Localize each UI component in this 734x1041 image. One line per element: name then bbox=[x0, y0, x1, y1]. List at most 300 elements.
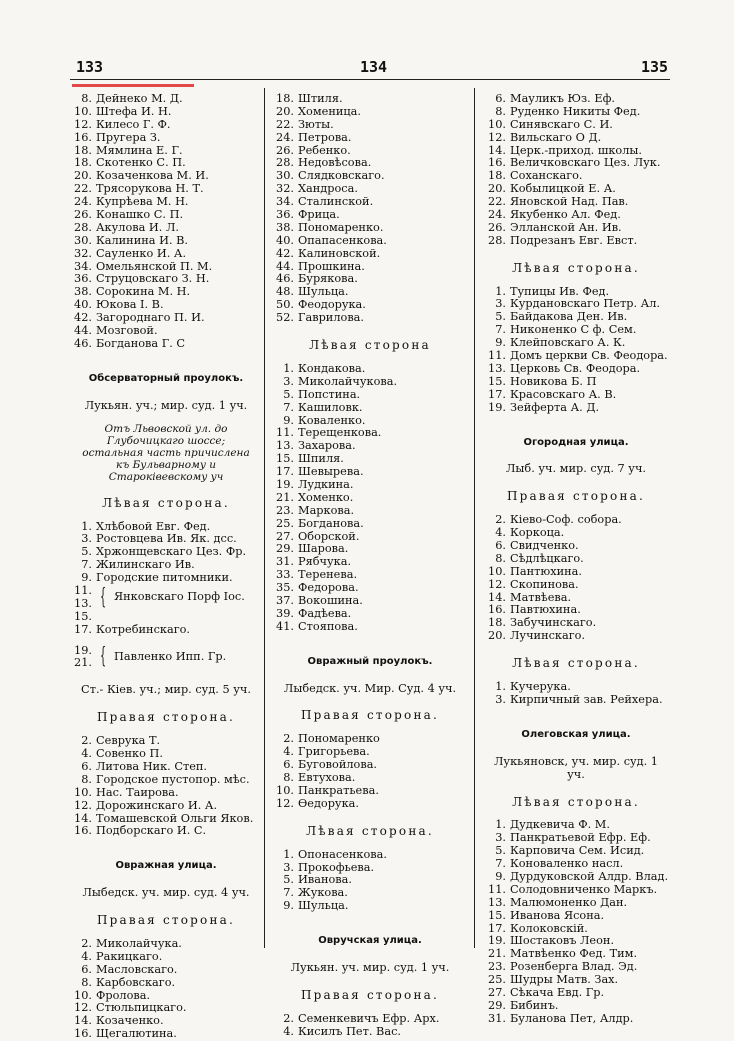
list-item bbox=[484, 681, 668, 694]
street-heading: Огородная улица. bbox=[523, 436, 629, 448]
entry-name: Янковскаго Порф Іос. bbox=[114, 591, 245, 604]
entry-number: 7. bbox=[495, 857, 506, 871]
list-item bbox=[70, 157, 262, 170]
list-item bbox=[484, 694, 668, 707]
entry-number: 11. bbox=[488, 349, 506, 363]
entry-name: Мозговой. bbox=[96, 325, 158, 338]
street-heading: Олеговская улица. bbox=[521, 728, 631, 740]
entry-name: Коркоца. bbox=[510, 527, 565, 540]
list-item bbox=[272, 582, 468, 595]
entry-number: 2. bbox=[81, 734, 92, 748]
entry-number: 30. bbox=[276, 169, 294, 183]
side-heading: Правая сторона. bbox=[300, 987, 440, 1002]
entry-number: 10. bbox=[488, 117, 506, 131]
entry-number: 14. bbox=[488, 143, 506, 157]
entry-number: 21. bbox=[276, 490, 294, 504]
entry-list bbox=[272, 733, 468, 810]
entry-list bbox=[484, 819, 668, 1025]
entry-name: Сорокина М. Н. bbox=[96, 286, 191, 299]
entry-name: Фадѣева. bbox=[298, 607, 352, 620]
entry-number: 34. bbox=[276, 195, 294, 209]
side-heading: Лѣвая сторона. bbox=[512, 656, 640, 671]
list-item bbox=[484, 222, 668, 235]
list-item bbox=[272, 543, 468, 556]
street-note: Отъ Львовской ул. до Глубочицкаго шоссе; остальная часть причислена къ Бульварному и Староківевскому уч bbox=[82, 422, 250, 483]
entry-name: Килесо Г. Ф. bbox=[96, 118, 171, 131]
entry-name: Рябчука. bbox=[298, 556, 352, 569]
list-item bbox=[484, 553, 668, 566]
list-item bbox=[484, 1013, 668, 1026]
entry-number: 16. bbox=[74, 130, 92, 144]
entry-number: 17. bbox=[276, 465, 294, 479]
list-item bbox=[484, 845, 668, 858]
header-rule bbox=[70, 79, 670, 80]
entry-number: 10. bbox=[74, 104, 92, 118]
entry-name: Совенко П. bbox=[96, 748, 163, 761]
entry-number: 9. bbox=[283, 413, 294, 427]
entry-name: Пономаренко. bbox=[298, 221, 384, 234]
list-item bbox=[70, 533, 262, 546]
entry-name: Зюты. bbox=[298, 118, 334, 131]
entry-name: Красовскаго А. В. bbox=[510, 388, 617, 401]
entry-number: 36. bbox=[276, 208, 294, 222]
entry-number: 9. bbox=[81, 571, 92, 585]
entry-list bbox=[70, 93, 262, 351]
list-item bbox=[484, 592, 668, 605]
entry-name: Подрезанъ Евг. Евст. bbox=[510, 234, 638, 247]
entry-name: Ракицкаго. bbox=[96, 950, 163, 963]
entry-number: 2. bbox=[283, 732, 294, 746]
entry-name: Томашевской Ольги Яков. bbox=[96, 812, 254, 825]
list-item bbox=[70, 787, 262, 800]
entry-number: 6. bbox=[81, 759, 92, 773]
list-item bbox=[70, 546, 262, 559]
entry-number: 12. bbox=[488, 130, 506, 144]
entry-number: 33. bbox=[276, 568, 294, 582]
entry-name: Панкратьевой Ефр. Еф. bbox=[510, 832, 651, 845]
entry-number: 9. bbox=[283, 899, 294, 913]
list-item bbox=[272, 505, 468, 518]
entry-name: Солодовниченко Маркъ. bbox=[510, 883, 658, 896]
entry-name: Севрука Т. bbox=[96, 735, 161, 748]
entry-number: 18. bbox=[488, 616, 506, 630]
list-item bbox=[484, 884, 668, 897]
list-item bbox=[484, 170, 668, 183]
entry-name: Загороднаго П. И. bbox=[96, 312, 205, 325]
list-item bbox=[70, 170, 262, 183]
list-item bbox=[272, 119, 468, 132]
entry-number: 4. bbox=[495, 526, 506, 540]
entry-name: Дурдуковской Алдр. Влад. bbox=[510, 871, 668, 883]
entry-number: 28. bbox=[276, 156, 294, 170]
entry-name: Слядковскаго. bbox=[298, 170, 385, 183]
list-item bbox=[272, 427, 468, 440]
entry-name: Нас. Таирова. bbox=[96, 786, 179, 799]
entry-name: Карповича Сем. Исид. bbox=[510, 845, 645, 858]
entry-name: Новикова Б. П bbox=[510, 375, 597, 388]
entry-name: Жукова. bbox=[298, 887, 348, 900]
list-item bbox=[70, 273, 262, 286]
entry-name: Панкратьева. bbox=[298, 784, 379, 797]
entry-number: 17. bbox=[488, 387, 506, 401]
entry-number: 9. bbox=[495, 870, 506, 883]
list-item bbox=[70, 774, 262, 787]
list-item bbox=[484, 93, 668, 106]
entry-number: 8. bbox=[283, 771, 294, 785]
entry-number: 23. bbox=[488, 960, 506, 974]
list-item bbox=[484, 923, 668, 936]
entry-number: 50. bbox=[276, 298, 294, 312]
list-item bbox=[484, 935, 668, 948]
entry-name: Домъ церкви Св. Феодора. bbox=[510, 350, 668, 363]
list-item bbox=[70, 183, 262, 196]
list-item bbox=[484, 196, 668, 209]
entry-name: Калиновской. bbox=[298, 247, 381, 260]
entry-number: 37. bbox=[276, 593, 294, 607]
entry-number: 15. bbox=[488, 908, 506, 922]
list-item bbox=[484, 987, 668, 1000]
entry-number: 14. bbox=[74, 811, 92, 825]
list-item bbox=[70, 119, 262, 132]
list-item bbox=[484, 119, 668, 132]
list-item bbox=[484, 350, 668, 363]
entry-name: Шудры Матв. Зах. bbox=[510, 974, 619, 987]
list-item bbox=[272, 106, 468, 119]
list-item bbox=[70, 951, 262, 964]
entry-name: Клейповскаго А. К. bbox=[510, 337, 626, 350]
entry-name: Сѣкача Евд. Гр. bbox=[510, 987, 605, 1000]
entry-number: 8. bbox=[495, 104, 506, 118]
list-item bbox=[272, 874, 468, 887]
entry-number: 13. bbox=[488, 895, 506, 909]
entry-number: 2. bbox=[81, 937, 92, 951]
entry-name: Бурякова. bbox=[298, 273, 358, 286]
entry-name: Козаченкова М. И. bbox=[96, 170, 209, 183]
entry-number: 25. bbox=[488, 973, 506, 987]
entry-name: Лудкина. bbox=[298, 478, 354, 491]
list-item bbox=[70, 735, 262, 748]
list-item bbox=[484, 132, 668, 145]
list-item bbox=[484, 871, 668, 884]
entry-number: 28. bbox=[74, 220, 92, 234]
entry-number: 14. bbox=[74, 1014, 92, 1028]
entry-name: Зейферта А. Д. bbox=[510, 401, 600, 414]
entry-name: Элланской Ан. Ив. bbox=[510, 221, 622, 234]
entry-number: 29. bbox=[488, 998, 506, 1012]
entry-name: Забучинскаго. bbox=[510, 617, 597, 630]
entry-number: 24. bbox=[276, 130, 294, 144]
list-item bbox=[272, 746, 468, 759]
list-item bbox=[272, 222, 468, 235]
page-number-middle: 134 bbox=[360, 58, 388, 76]
list-item bbox=[484, 363, 668, 376]
entry-number: 38. bbox=[74, 285, 92, 299]
entry-name: Оборской. bbox=[298, 530, 360, 543]
entry-name: Яновской Над. Пав. bbox=[510, 196, 629, 209]
entry-number: 20. bbox=[488, 182, 506, 196]
list-item bbox=[70, 1028, 262, 1041]
entry-number: 4. bbox=[81, 747, 92, 761]
entry-name: Өедорука. bbox=[298, 797, 359, 810]
entry-number: 26. bbox=[488, 220, 506, 234]
list-item bbox=[272, 531, 468, 544]
entry-name: Богданова Г. С bbox=[96, 337, 186, 350]
column-divider-left bbox=[264, 88, 265, 948]
list-item bbox=[484, 961, 668, 974]
list-item bbox=[272, 518, 468, 531]
entry-number: 31. bbox=[276, 555, 294, 569]
district-info: Лукьян. уч. мир. суд. 1 уч. bbox=[290, 960, 450, 974]
entry-name: Дейнеко М. Д. bbox=[96, 93, 183, 105]
entry-number: 25. bbox=[276, 516, 294, 530]
list-item bbox=[484, 298, 668, 311]
list-item bbox=[70, 813, 262, 826]
list-item bbox=[70, 145, 262, 158]
entry-name: Церк.-приход. школы. bbox=[510, 144, 642, 157]
list-item bbox=[484, 324, 668, 337]
entry-number: 6. bbox=[495, 92, 506, 105]
list-item bbox=[70, 248, 262, 261]
list-item bbox=[272, 887, 468, 900]
list-item bbox=[484, 540, 668, 553]
entry-number: 2. bbox=[495, 513, 506, 527]
entry-name: Мямлина Е. Г. bbox=[96, 144, 183, 157]
entry-number: 1. bbox=[495, 284, 506, 298]
entry-number: 5. bbox=[283, 387, 294, 401]
entry-name: Свидченко. bbox=[510, 540, 579, 552]
entry-number: 3. bbox=[495, 692, 506, 706]
list-item bbox=[272, 93, 468, 106]
entry-number: 1. bbox=[283, 361, 294, 375]
list-item bbox=[70, 261, 262, 274]
entry-name: Котребинскаго. bbox=[96, 623, 191, 636]
entry-name: Дорожинскаго И. А. bbox=[96, 799, 218, 812]
list-item bbox=[484, 579, 668, 592]
entry-name: Шпиля. bbox=[298, 453, 344, 466]
entry-number: 48. bbox=[276, 285, 294, 299]
entry-name: Маркова. bbox=[298, 504, 355, 517]
brace-mark: { bbox=[99, 584, 107, 610]
list-item bbox=[484, 106, 668, 119]
list-item bbox=[484, 948, 668, 961]
entry-name: Лучинскаго. bbox=[510, 630, 586, 643]
entry-number: 8. bbox=[81, 772, 92, 786]
entry-number: 10. bbox=[74, 785, 92, 799]
list-item bbox=[272, 1013, 468, 1026]
entry-number: 31. bbox=[488, 1011, 506, 1025]
entry-number: 21. bbox=[488, 947, 506, 961]
brace-mark: { bbox=[99, 644, 107, 670]
entry-name: Матвѣева. bbox=[510, 591, 572, 604]
entry-list bbox=[484, 514, 668, 643]
entry-list bbox=[484, 93, 668, 248]
entry-number: 1. bbox=[495, 818, 506, 832]
entry-number: 18. bbox=[74, 156, 92, 170]
street-heading: Овручская улица. bbox=[318, 935, 422, 947]
entry-number: 13. bbox=[276, 439, 294, 453]
list-item bbox=[272, 312, 468, 325]
entry-name: Калинина И. В. bbox=[96, 234, 189, 247]
entry-name: Пругера З. bbox=[96, 131, 161, 144]
entry-name: Буланова Пет, Алдр. bbox=[510, 1012, 634, 1025]
entry-number: 10. bbox=[488, 564, 506, 578]
list-item bbox=[70, 624, 262, 637]
entry-name: Кондакова. bbox=[298, 362, 366, 375]
entry-name: Стюльпицкаго. bbox=[96, 1002, 187, 1015]
entry-name: Теренева. bbox=[298, 569, 358, 582]
entry-name: Бибинъ. bbox=[510, 999, 559, 1012]
entry-name: Коваленко. bbox=[298, 414, 366, 427]
list-item bbox=[272, 1026, 468, 1039]
side-heading: Лѣвая сторона. bbox=[102, 495, 230, 510]
entry-name: Скопинова. bbox=[510, 578, 579, 591]
entry-name: Ребенко. bbox=[298, 144, 351, 157]
entry-name: Сталинской. bbox=[298, 196, 374, 209]
entry-name: Евтухова. bbox=[298, 772, 356, 785]
list-item bbox=[272, 132, 468, 145]
list-item bbox=[70, 338, 262, 351]
column-left bbox=[70, 93, 262, 1041]
entry-name: Федорова. bbox=[298, 582, 359, 595]
list-item bbox=[272, 862, 468, 875]
grouped-entry bbox=[70, 645, 262, 671]
entry-name: Гаврилова. bbox=[298, 312, 364, 325]
entry-name: Петрова. bbox=[298, 131, 352, 144]
entry-name: Масловскаго. bbox=[96, 963, 178, 976]
list-item bbox=[272, 556, 468, 569]
list-item bbox=[272, 798, 468, 811]
list-item bbox=[70, 611, 262, 624]
list-item bbox=[70, 1015, 262, 1028]
list-item bbox=[272, 759, 468, 772]
entry-number: 5. bbox=[283, 873, 294, 887]
entry-name: Хржонщевскаго Цез. Фр. bbox=[96, 546, 247, 559]
entry-number: 46. bbox=[276, 272, 294, 286]
entry-name: Церковь Св. Феодора. bbox=[510, 362, 641, 375]
entry-name: Городские питомники. bbox=[96, 572, 233, 585]
list-item bbox=[272, 453, 468, 466]
entry-number: 5. bbox=[495, 844, 506, 858]
entry-number: 6. bbox=[81, 962, 92, 976]
entry-number: 8. bbox=[495, 551, 506, 565]
list-item bbox=[272, 492, 468, 505]
entry-number: 19. bbox=[276, 477, 294, 491]
list-item bbox=[272, 157, 468, 170]
entry-name: Прокофьева. bbox=[298, 861, 375, 874]
list-item bbox=[484, 819, 668, 832]
list-item bbox=[70, 196, 262, 209]
entry-name: Юкова І. В. bbox=[96, 299, 164, 312]
entry-name: Григорьева. bbox=[298, 746, 370, 759]
entry-number: 27. bbox=[276, 529, 294, 543]
entry-number: 19. bbox=[74, 643, 92, 657]
list-item bbox=[70, 990, 262, 1003]
list-item bbox=[272, 209, 468, 222]
list-item bbox=[272, 415, 468, 428]
list-item bbox=[484, 910, 668, 923]
entry-name: Миколайчукова. bbox=[298, 375, 398, 388]
entry-number: 32. bbox=[74, 246, 92, 260]
entry-number: 30. bbox=[74, 233, 92, 247]
list-item bbox=[70, 761, 262, 774]
entry-name: Штиля. bbox=[298, 93, 343, 105]
entry-number: 24. bbox=[74, 195, 92, 209]
list-item bbox=[70, 106, 262, 119]
entry-number: 14. bbox=[488, 590, 506, 604]
entry-name: Шульца. bbox=[298, 286, 349, 299]
entry-name: Сѣдлѣцкаго. bbox=[510, 552, 584, 565]
entry-number: 3. bbox=[495, 831, 506, 845]
entry-name: Карбовскаго. bbox=[96, 976, 176, 989]
entry-number: 7. bbox=[495, 323, 506, 337]
list-item bbox=[70, 1002, 262, 1015]
entry-name: Синявскаго С. И. bbox=[510, 118, 613, 131]
entry-number: 4. bbox=[283, 1024, 294, 1038]
entry-number: 19. bbox=[488, 400, 506, 414]
district-info: Лукьяновск, уч. мир. суд. 1 уч. bbox=[494, 754, 658, 781]
entry-name: Миколайчука. bbox=[96, 938, 182, 951]
entry-number: 23. bbox=[276, 503, 294, 517]
entry-number: 20. bbox=[276, 104, 294, 118]
entry-number: 10. bbox=[74, 988, 92, 1002]
entry-list bbox=[484, 681, 668, 707]
entry-number: 44. bbox=[74, 324, 92, 338]
entry-number: 3. bbox=[283, 860, 294, 874]
entry-number: 19. bbox=[488, 934, 506, 948]
list-item bbox=[272, 286, 468, 299]
entry-number: 4. bbox=[81, 949, 92, 963]
entry-name: Хандроса. bbox=[298, 183, 358, 196]
entry-name: Курдановскаго Петр. Ал. bbox=[510, 298, 660, 311]
entry-name: Вокошина. bbox=[298, 594, 363, 607]
list-item bbox=[70, 572, 262, 585]
list-item bbox=[484, 286, 668, 299]
entry-name: Козаченко. bbox=[96, 1015, 164, 1028]
page-number-left: 133 bbox=[76, 58, 104, 76]
entry-list bbox=[272, 93, 468, 325]
list-item bbox=[272, 849, 468, 862]
district-info: Лыб. уч. мир. суд. 7 уч. bbox=[505, 462, 647, 476]
side-heading: Правая сторона. bbox=[506, 489, 646, 504]
entry-number: 3. bbox=[81, 532, 92, 546]
entry-list bbox=[70, 938, 262, 1041]
entry-name: Руденко Никиты Фед. bbox=[510, 105, 641, 118]
side-heading: Правая сторона. bbox=[300, 708, 440, 723]
entry-name: Хоменко. bbox=[298, 491, 354, 504]
entry-number: 16. bbox=[488, 156, 506, 170]
entry-number: 52. bbox=[276, 311, 294, 325]
list-item bbox=[272, 479, 468, 492]
list-item bbox=[70, 938, 262, 951]
list-item bbox=[484, 376, 668, 389]
entry-name: Трясорукова Н. Т. bbox=[96, 183, 204, 196]
entry-name: Семенкевичъ Ефр. Арх. bbox=[298, 1012, 440, 1025]
entry-list bbox=[272, 1013, 468, 1039]
list-item bbox=[70, 299, 262, 312]
list-item bbox=[484, 514, 668, 527]
list-item bbox=[70, 977, 262, 990]
red-underline-mark bbox=[72, 84, 194, 87]
entry-number: 7. bbox=[283, 886, 294, 900]
entry-number: 40. bbox=[74, 298, 92, 312]
list-item bbox=[484, 389, 668, 402]
list-item bbox=[484, 974, 668, 987]
district-info: Лыбедск. уч. мир. суд. 4 уч. bbox=[82, 886, 250, 900]
list-item bbox=[484, 183, 668, 196]
entry-name: Ростовцева Ив. Як. дсс. bbox=[96, 533, 237, 546]
entry-name: Павтюхина. bbox=[510, 604, 581, 617]
entry-name: Богданова. bbox=[298, 517, 364, 530]
